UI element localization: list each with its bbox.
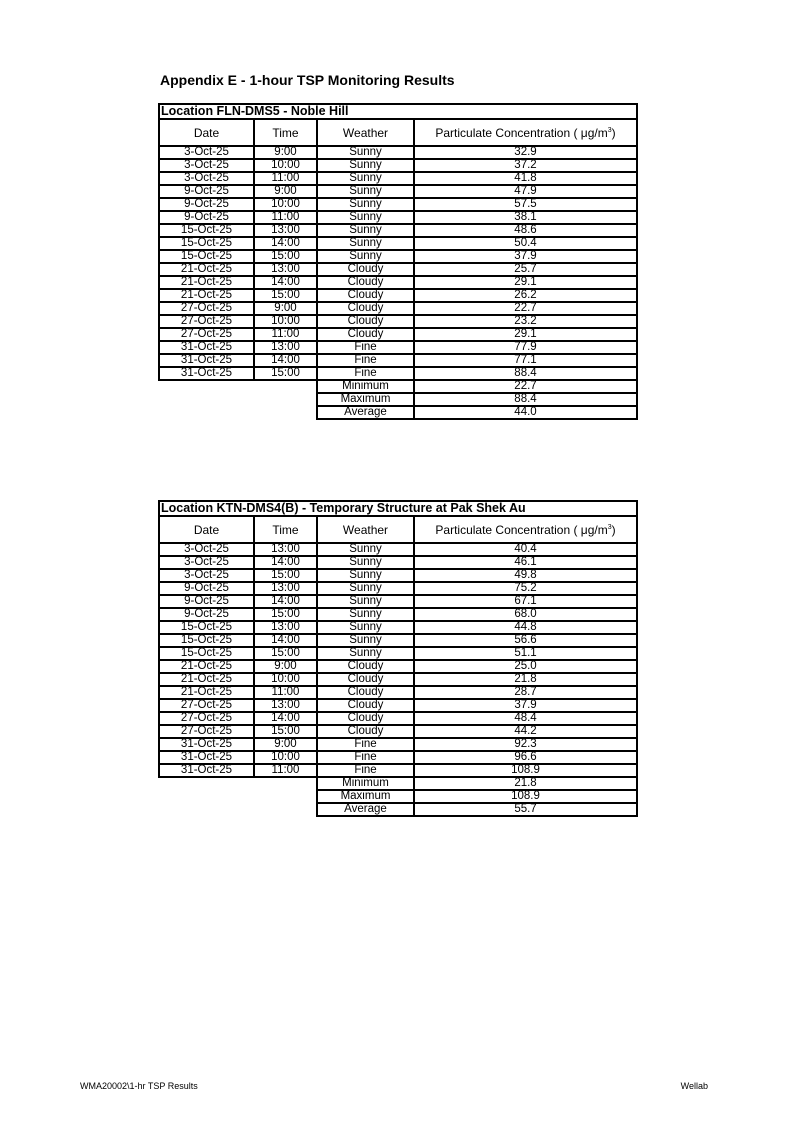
table-row (159, 621, 637, 634)
table-row (159, 712, 637, 725)
cell-concentration: 56.6 (414, 634, 637, 647)
cell-date: 31-Oct-25 (159, 751, 254, 764)
cell-weather: Sunny (317, 582, 414, 595)
cell-weather: Sunny (317, 647, 414, 660)
summary-label: Minimum (317, 777, 414, 790)
summary-label: Maximum (317, 393, 414, 406)
cell-time: 14:00 (254, 237, 317, 250)
table-row (159, 738, 637, 751)
cell-date: 15-Oct-25 (159, 250, 254, 263)
cell-time: 15:00 (254, 725, 317, 738)
empty-cell (159, 393, 317, 406)
cell-time: 9:00 (254, 738, 317, 751)
cell-weather: Sunny (317, 185, 414, 198)
cell-concentration: 22.7 (414, 302, 637, 315)
cell-weather: Sunny (317, 159, 414, 172)
cell-concentration: 40.4 (414, 543, 637, 556)
cell-concentration: 50.4 (414, 237, 637, 250)
location-title: Location KTN-DMS4(B) - Temporary Structure at Pak Shek Au (159, 501, 637, 516)
cell-concentration: 37.9 (414, 699, 637, 712)
cell-time: 13:00 (254, 582, 317, 595)
summary-value: 21.8 (414, 777, 637, 790)
cell-concentration: 75.2 (414, 582, 637, 595)
cell-date: 27-Oct-25 (159, 302, 254, 315)
summary-row (159, 803, 637, 816)
table-row (159, 250, 637, 263)
cell-time: 13:00 (254, 341, 317, 354)
summary-value: 22.7 (414, 380, 637, 393)
cell-concentration: 67.1 (414, 595, 637, 608)
table-row (159, 263, 637, 276)
cell-date: 21-Oct-25 (159, 660, 254, 673)
cell-weather: Cloudy (317, 660, 414, 673)
cell-concentration: 51.1 (414, 647, 637, 660)
cell-date: 3-Oct-25 (159, 569, 254, 582)
table-row (159, 699, 637, 712)
empty-cell (159, 803, 317, 816)
cell-weather: Sunny (317, 172, 414, 185)
cell-weather: Sunny (317, 250, 414, 263)
cell-date: 27-Oct-25 (159, 712, 254, 725)
cell-concentration: 26.2 (414, 289, 637, 302)
cell-weather: Cloudy (317, 673, 414, 686)
cell-time: 11:00 (254, 764, 317, 777)
cell-concentration: 57.5 (414, 198, 637, 211)
cell-time: 11:00 (254, 172, 317, 185)
table-body (159, 543, 637, 816)
summary-value: 55.7 (414, 803, 637, 816)
cell-concentration: 29.1 (414, 328, 637, 341)
cell-weather: Sunny (317, 634, 414, 647)
cell-weather: Fine (317, 341, 414, 354)
cell-time: 9:00 (254, 185, 317, 198)
empty-cell (159, 777, 317, 790)
cell-weather: Cloudy (317, 725, 414, 738)
cell-concentration: 25.0 (414, 660, 637, 673)
column-header-concentration: Particulate Concentration ( $\mu g/m^3$) (414, 119, 637, 146)
tsp-results-table-fln-dms5 (158, 103, 638, 420)
summary-row (159, 790, 637, 803)
table-row (159, 608, 637, 621)
cell-weather: Fine (317, 354, 414, 367)
cell-time: 10:00 (254, 198, 317, 211)
cell-date: 9-Oct-25 (159, 211, 254, 224)
table-row (159, 686, 637, 699)
cell-date: 21-Oct-25 (159, 673, 254, 686)
table-row (159, 634, 637, 647)
cell-concentration: 77.9 (414, 341, 637, 354)
summary-row (159, 380, 637, 393)
table-row (159, 725, 637, 738)
table-row (159, 582, 637, 595)
cell-date: 31-Oct-25 (159, 341, 254, 354)
table-row (159, 302, 637, 315)
cell-time: 13:00 (254, 543, 317, 556)
empty-cell (159, 406, 317, 419)
cell-time: 14:00 (254, 276, 317, 289)
cell-concentration: 28.7 (414, 686, 637, 699)
cell-weather: Sunny (317, 146, 414, 159)
column-header-weather: Weather (317, 516, 414, 543)
footer-company: Wellab (680, 1081, 708, 1091)
cell-concentration: 44.8 (414, 621, 637, 634)
cell-weather: Fine (317, 764, 414, 777)
table-row (159, 569, 637, 582)
cell-weather: Fine (317, 367, 414, 380)
table-row (159, 328, 637, 341)
cell-date: 31-Oct-25 (159, 367, 254, 380)
cell-concentration: 32.9 (414, 146, 637, 159)
cell-date: 9-Oct-25 (159, 198, 254, 211)
cell-time: 9:00 (254, 660, 317, 673)
summary-value: 108.9 (414, 790, 637, 803)
cell-date: 9-Oct-25 (159, 582, 254, 595)
cell-time: 15:00 (254, 569, 317, 582)
table-row (159, 367, 637, 380)
cell-time: 15:00 (254, 647, 317, 660)
table-row (159, 315, 637, 328)
cell-time: 10:00 (254, 673, 317, 686)
cell-time: 11:00 (254, 686, 317, 699)
table-row (159, 764, 637, 777)
cell-concentration: 108.9 (414, 764, 637, 777)
column-header-time: Time (254, 516, 317, 543)
cell-weather: Sunny (317, 198, 414, 211)
column-header-date: Date (159, 119, 254, 146)
cell-time: 10:00 (254, 315, 317, 328)
table-row (159, 660, 637, 673)
cell-concentration: 96.6 (414, 751, 637, 764)
cell-time: 14:00 (254, 712, 317, 725)
table-row (159, 543, 637, 556)
cell-concentration: 41.8 (414, 172, 637, 185)
cell-concentration: 88.4 (414, 367, 637, 380)
empty-cell (159, 380, 317, 393)
table-row (159, 276, 637, 289)
cell-time: 13:00 (254, 699, 317, 712)
cell-date: 15-Oct-25 (159, 224, 254, 237)
cell-date: 9-Oct-25 (159, 595, 254, 608)
cell-time: 14:00 (254, 634, 317, 647)
table-body (159, 146, 637, 419)
cell-weather: Cloudy (317, 315, 414, 328)
table-row (159, 211, 637, 224)
table-row (159, 595, 637, 608)
cell-date: 21-Oct-25 (159, 276, 254, 289)
summary-value: 88.4 (414, 393, 637, 406)
cell-date: 15-Oct-25 (159, 634, 254, 647)
cell-date: 27-Oct-25 (159, 699, 254, 712)
table-row (159, 172, 637, 185)
cell-date: 27-Oct-25 (159, 725, 254, 738)
cell-date: 21-Oct-25 (159, 263, 254, 276)
cell-concentration: 77.1 (414, 354, 637, 367)
cell-weather: Cloudy (317, 263, 414, 276)
table-row (159, 237, 637, 250)
cell-weather: Cloudy (317, 328, 414, 341)
tsp-results-table-ktn-dms4b (158, 500, 638, 817)
cell-date: 9-Oct-25 (159, 185, 254, 198)
cell-weather: Cloudy (317, 289, 414, 302)
cell-weather: Sunny (317, 543, 414, 556)
table-row (159, 185, 637, 198)
table-row (159, 647, 637, 660)
cell-time: 14:00 (254, 595, 317, 608)
summary-label: Minimum (317, 380, 414, 393)
cell-date: 3-Oct-25 (159, 159, 254, 172)
cell-time: 15:00 (254, 250, 317, 263)
cell-date: 15-Oct-25 (159, 237, 254, 250)
cell-weather: Cloudy (317, 302, 414, 315)
cell-time: 14:00 (254, 556, 317, 569)
table-row (159, 341, 637, 354)
cell-time: 14:00 (254, 354, 317, 367)
cell-concentration: 21.8 (414, 673, 637, 686)
cell-date: 9-Oct-25 (159, 608, 254, 621)
cell-weather: Cloudy (317, 712, 414, 725)
cell-concentration: 49.8 (414, 569, 637, 582)
summary-row (159, 406, 637, 419)
cell-concentration: 68.0 (414, 608, 637, 621)
cell-concentration: 23.2 (414, 315, 637, 328)
cell-concentration: 37.2 (414, 159, 637, 172)
cell-weather: Sunny (317, 237, 414, 250)
cell-time: 9:00 (254, 146, 317, 159)
cell-concentration: 92.3 (414, 738, 637, 751)
summary-label: Maximum (317, 790, 414, 803)
summary-value: 44.0 (414, 406, 637, 419)
cell-weather: Cloudy (317, 699, 414, 712)
cell-weather: Sunny (317, 621, 414, 634)
cell-concentration: 47.9 (414, 185, 637, 198)
cell-weather: Cloudy (317, 686, 414, 699)
cell-date: 31-Oct-25 (159, 354, 254, 367)
cell-date: 31-Oct-25 (159, 764, 254, 777)
cell-time: 10:00 (254, 751, 317, 764)
summary-row (159, 393, 637, 406)
cell-weather: Fine (317, 751, 414, 764)
cell-concentration: 44.2 (414, 725, 637, 738)
cell-time: 13:00 (254, 224, 317, 237)
table-row (159, 751, 637, 764)
table-row (159, 224, 637, 237)
column-header-time: Time (254, 119, 317, 146)
table-row (159, 354, 637, 367)
table-row (159, 198, 637, 211)
cell-date: 3-Oct-25 (159, 556, 254, 569)
cell-date: 15-Oct-25 (159, 647, 254, 660)
cell-date: 15-Oct-25 (159, 621, 254, 634)
cell-date: 31-Oct-25 (159, 738, 254, 751)
cell-weather: Sunny (317, 595, 414, 608)
table-row (159, 673, 637, 686)
cell-date: 27-Oct-25 (159, 315, 254, 328)
cell-concentration: 37.9 (414, 250, 637, 263)
cell-date: 3-Oct-25 (159, 172, 254, 185)
summary-label: Average (317, 406, 414, 419)
cell-concentration: 48.6 (414, 224, 637, 237)
cell-weather: Sunny (317, 569, 414, 582)
footer-file-reference: WMA20002\1-hr TSP Results (80, 1081, 198, 1091)
cell-date: 21-Oct-25 (159, 289, 254, 302)
table-row (159, 556, 637, 569)
cell-concentration: 38.1 (414, 211, 637, 224)
cell-date: 27-Oct-25 (159, 328, 254, 341)
cell-time: 15:00 (254, 608, 317, 621)
cell-weather: Cloudy (317, 276, 414, 289)
location-title: Location FLN-DMS5 - Noble Hill (159, 104, 637, 119)
cell-concentration: 48.4 (414, 712, 637, 725)
cell-weather: Sunny (317, 211, 414, 224)
cell-concentration: 29.1 (414, 276, 637, 289)
cell-time: 15:00 (254, 289, 317, 302)
column-header-date: Date (159, 516, 254, 543)
page-title: Appendix E - 1-hour TSP Monitoring Results (160, 72, 455, 88)
cell-weather: Sunny (317, 556, 414, 569)
cell-time: 9:00 (254, 302, 317, 315)
cell-time: 15:00 (254, 367, 317, 380)
summary-label: Average (317, 803, 414, 816)
cell-time: 11:00 (254, 211, 317, 224)
cell-weather: Sunny (317, 224, 414, 237)
cell-time: 13:00 (254, 621, 317, 634)
table-row (159, 289, 637, 302)
cell-weather: Sunny (317, 608, 414, 621)
cell-concentration: 46.1 (414, 556, 637, 569)
cell-date: 3-Oct-25 (159, 146, 254, 159)
cell-time: 11:00 (254, 328, 317, 341)
cell-date: 3-Oct-25 (159, 543, 254, 556)
empty-cell (159, 790, 317, 803)
cell-weather: Fine (317, 738, 414, 751)
cell-time: 13:00 (254, 263, 317, 276)
column-header-weather: Weather (317, 119, 414, 146)
column-header-concentration: Particulate Concentration ( $\mu g/m^3$) (414, 516, 637, 543)
summary-row (159, 777, 637, 790)
cell-concentration: 25.7 (414, 263, 637, 276)
cell-time: 10:00 (254, 159, 317, 172)
table-row (159, 146, 637, 159)
table-row (159, 159, 637, 172)
cell-date: 21-Oct-25 (159, 686, 254, 699)
